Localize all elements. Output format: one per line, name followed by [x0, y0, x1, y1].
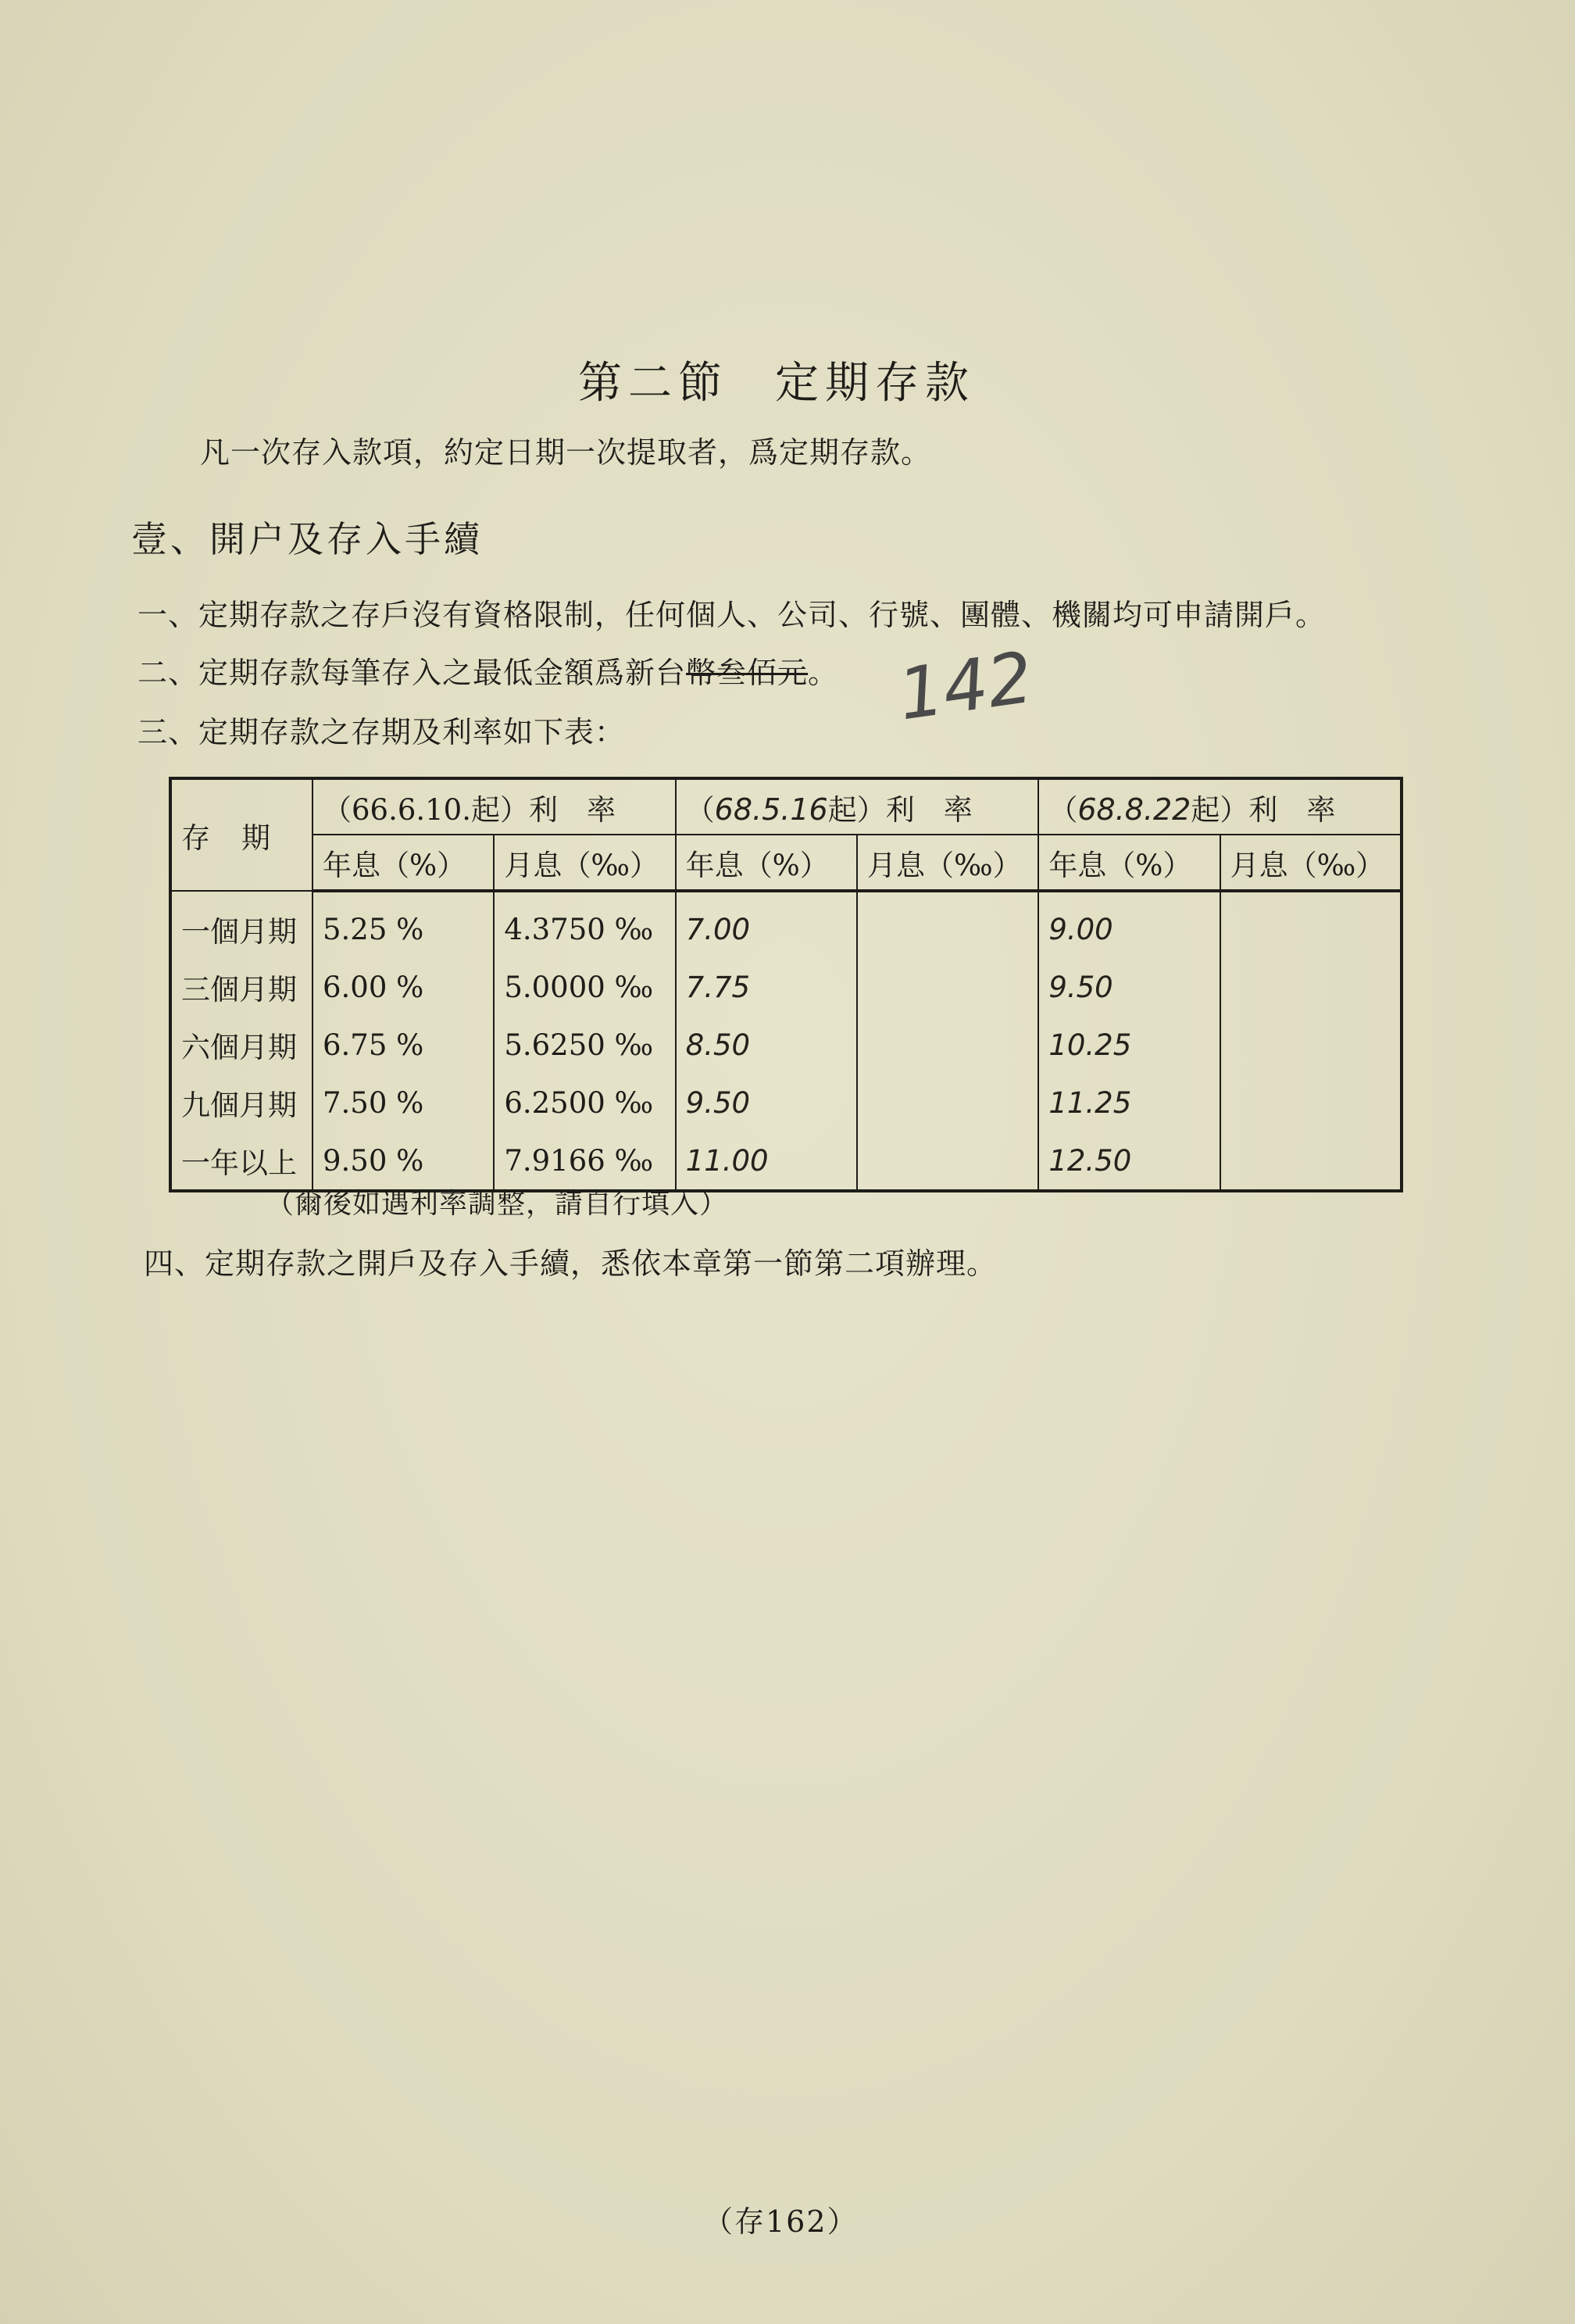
monthly-rate-3: [1220, 891, 1402, 958]
term-cell: 九個月期: [170, 1074, 312, 1132]
annual-rate-2: 11.00: [676, 1132, 857, 1191]
monthly-rate-2: [857, 891, 1038, 958]
monthly-rate-1: 4.3750 ‰: [494, 891, 675, 958]
annual-rate-2: 7.75: [676, 958, 857, 1016]
group-header-2-date: 68.5.16: [714, 792, 828, 827]
monthly-rate-2: [857, 1074, 1038, 1132]
annual-rate-2: 9.50: [676, 1074, 857, 1132]
table-row: [170, 1074, 1402, 1132]
handwritten-page-note: 142: [893, 636, 1038, 737]
struck-text: 幣叁佰元: [686, 656, 809, 690]
table-note: （爾後如遇利率調整，請自行填入）: [266, 1188, 729, 1220]
group-header-2-prefix: （: [685, 792, 715, 827]
title-section-name: 定期存款: [775, 358, 975, 409]
group-header-3: [1038, 778, 1402, 835]
sub-header-annual-1: 年息（%）: [312, 835, 494, 891]
monthly-rate-3: [1220, 1016, 1402, 1074]
term-cell: 一個月期: [170, 891, 312, 958]
group-header-2-suffix: 起）利 率: [827, 792, 973, 827]
group-header-3-date: 68.8.22: [1077, 792, 1191, 827]
sub-header-annual-2: 年息（%）: [676, 835, 857, 891]
annual-rate-1: 7.50 %: [312, 1074, 494, 1132]
page-number: （存162）: [703, 2204, 859, 2239]
group-header-1: （66.6.10.起）利 率: [312, 778, 676, 835]
monthly-rate-2: [857, 1132, 1038, 1191]
annual-rate-3: 9.00: [1038, 891, 1220, 958]
term-header: 存期: [170, 778, 312, 891]
monthly-rate-1: 5.6250 ‰: [494, 1016, 675, 1074]
list-item-2-suffix: 。: [808, 656, 839, 690]
annual-rate-3: 11.25: [1038, 1074, 1220, 1132]
table-row: [170, 891, 1402, 958]
table-group-header-row: [170, 778, 1402, 835]
annual-rate-3: 9.50: [1038, 958, 1220, 1016]
sub-header-monthly-1: 月息（‰）: [494, 835, 675, 891]
table-row: [170, 958, 1402, 1016]
annual-rate-1: 5.25 %: [312, 891, 494, 958]
list-item-3: 三、定期存款之存期及利率如下表：: [138, 715, 626, 749]
section-heading: 壹、開户及存入手續: [131, 518, 483, 560]
page-title: [578, 349, 975, 411]
annual-rate-3: 10.25: [1038, 1016, 1220, 1074]
rates-table: [169, 777, 1403, 1192]
intro-paragraph: 凡一次存入款項，約定日期一次提取者，爲定期存款。: [200, 435, 932, 470]
annual-rate-1: 9.50 %: [312, 1132, 494, 1191]
monthly-rate-2: [857, 958, 1038, 1016]
monthly-rate-2: [857, 1016, 1038, 1074]
list-item-2-text: 二、定期存款每筆存入之最低金額爲新台: [138, 656, 687, 690]
group-header-2: [676, 778, 1039, 835]
group-header-3-prefix: （: [1048, 792, 1078, 827]
list-item-4: 四、定期存款之開戶及存入手續，悉依本章第一節第二項辦理。: [144, 1246, 998, 1281]
term-cell: 六個月期: [170, 1016, 312, 1074]
sub-header-monthly-3: 月息（‰）: [1220, 835, 1402, 891]
title-section-number: 第二節: [578, 358, 728, 409]
monthly-rate-3: [1220, 958, 1402, 1016]
list-item-2: [138, 649, 838, 692]
group-header-3-suffix: 起）利 率: [1191, 792, 1336, 827]
monthly-rate-3: [1220, 1132, 1402, 1191]
annual-rate-1: 6.00 %: [312, 958, 494, 1016]
monthly-rate-1: 7.9166 ‰: [494, 1132, 675, 1191]
term-cell: 一年以上: [170, 1132, 312, 1191]
monthly-rate-1: 5.0000 ‰: [494, 958, 675, 1016]
annual-rate-2: 8.50: [676, 1016, 857, 1074]
monthly-rate-1: 6.2500 ‰: [494, 1074, 675, 1132]
monthly-rate-3: [1220, 1074, 1402, 1132]
annual-rate-1: 6.75 %: [312, 1016, 494, 1074]
annual-rate-2: 7.00: [676, 891, 857, 958]
term-cell: 三個月期: [170, 958, 312, 1016]
annual-rate-3: 12.50: [1038, 1132, 1220, 1191]
table-sub-header-row: [170, 835, 1402, 891]
sub-header-annual-3: 年息（%）: [1038, 835, 1220, 891]
list-item-1: 一、定期存款之存戶沒有資格限制，任何個人、公司、行號、團體、機關均可申請開戶。: [138, 598, 1327, 632]
sub-header-monthly-2: 月息（‰）: [857, 835, 1038, 891]
table-row: [170, 1016, 1402, 1074]
